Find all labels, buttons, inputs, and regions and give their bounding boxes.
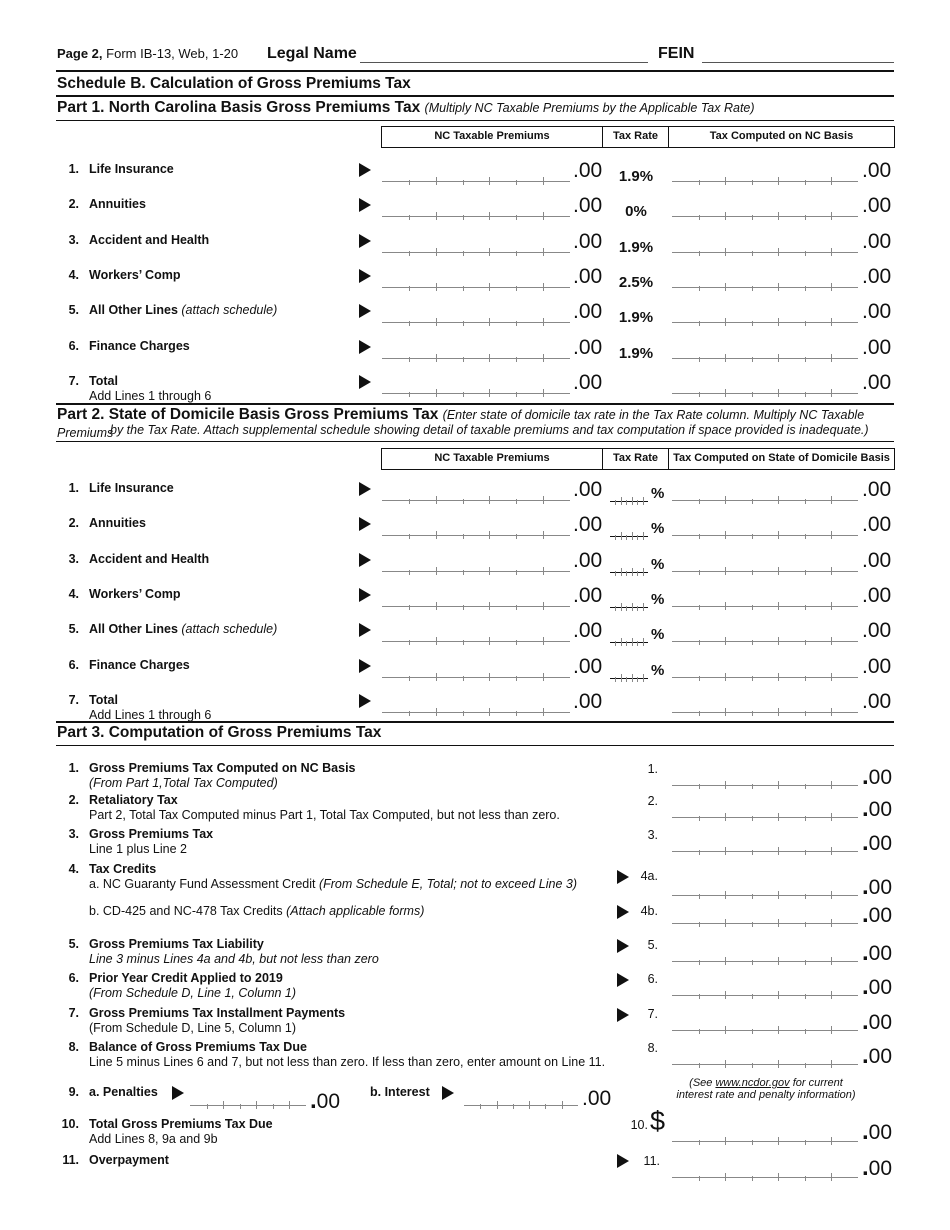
premiums-cents: .00	[573, 654, 603, 678]
line10-label: Total Gross Premiums Tax Due	[89, 1117, 273, 1131]
premiums-cents: .00	[573, 229, 603, 253]
arrow-icon	[359, 482, 371, 496]
penalties-field[interactable]	[190, 1096, 306, 1106]
premiums-field[interactable]	[382, 632, 570, 642]
arrow-icon	[359, 694, 371, 708]
divider	[56, 120, 894, 121]
line-number: 7.	[68, 1006, 79, 1020]
line-label-text: All Other Lines	[89, 303, 178, 318]
tax-rate: 2.5%	[618, 273, 654, 291]
computed-cents: .00	[862, 478, 892, 501]
computed-cents: .00	[862, 370, 892, 394]
tax-computed-field[interactable]	[672, 243, 858, 253]
line-label-text: Life Insurance	[89, 481, 174, 495]
line-sub-text: a. NC Guaranty Fund Assessment Credit	[89, 877, 316, 891]
schedule-title: Schedule B. Calculation of Gross Premiums Tax	[57, 75, 411, 92]
computed-cents: .00	[862, 300, 892, 324]
computed-cents: .00	[862, 689, 892, 713]
tax-rate: 1.9%	[618, 309, 654, 327]
premiums-cents: .00	[573, 548, 603, 572]
line-sub	[89, 842, 187, 856]
line-label-text: Annuities	[89, 516, 146, 531]
line-label: Gross Premiums Tax Installment Payments	[89, 1006, 346, 1020]
computed-cents: .00	[862, 583, 892, 607]
premiums-field[interactable]	[382, 384, 570, 394]
line-sub	[89, 1055, 605, 1069]
line-sub	[89, 808, 560, 822]
line-sub: Add Lines 1 through 6	[89, 707, 212, 722]
part2-col-premiums: NC Taxable Premiums	[381, 448, 603, 470]
legal-name-field[interactable]	[360, 62, 648, 63]
part2-title-text: Part 2. State of Domicile Basis Gross Premiums Tax	[57, 406, 439, 423]
line-number: 8.	[68, 1040, 79, 1054]
premiums-cents: .00	[573, 583, 603, 607]
divider	[56, 441, 894, 442]
arrow-icon	[359, 517, 371, 531]
line-sub: Add Lines 1 through 6	[89, 388, 212, 403]
rate-info-note	[666, 1077, 866, 1101]
computed-cents: .00	[862, 513, 892, 537]
line-label	[89, 197, 146, 211]
page-info	[57, 46, 238, 61]
tax-computed-field[interactable]	[672, 313, 858, 323]
ncdor-link[interactable]: www.ncdor.gov	[715, 1077, 790, 1089]
arrow-icon	[359, 623, 371, 637]
line-number: 6.	[68, 657, 79, 672]
part1-col-computed: Tax Computed on NC Basis	[669, 126, 895, 148]
premiums-cents: .00	[573, 370, 603, 394]
fein-field[interactable]	[702, 62, 894, 63]
arrow-icon	[617, 1154, 629, 1168]
part2-col-rate: Tax Rate	[603, 448, 669, 470]
line9b-label: b. Interest	[370, 1085, 430, 1099]
line-number: 5.	[68, 937, 79, 951]
tax-rate-field[interactable]	[610, 669, 648, 679]
divider	[56, 403, 894, 405]
legal-name-label: Legal Name	[267, 45, 357, 62]
line-number: 3.	[68, 827, 79, 841]
line-amount-field[interactable]	[672, 1021, 858, 1031]
premiums-field[interactable]	[382, 349, 570, 359]
tax-rate-field[interactable]	[610, 492, 648, 502]
line-amount-field[interactable]	[672, 776, 858, 786]
line-label-text: Total	[89, 692, 118, 707]
divider	[56, 95, 894, 97]
line-ref: 7.	[647, 1007, 658, 1021]
line-ref: 4a.	[640, 869, 658, 883]
line-label	[89, 374, 118, 388]
line-label: Gross Premiums Tax Liability	[89, 937, 264, 951]
line-sub-note: (From Schedule E, Total; not to exceed Line 3)	[318, 877, 577, 891]
tax-computed-field[interactable]	[672, 668, 858, 678]
line-label-text: Life Insurance	[89, 162, 174, 176]
interest-cents: .00	[582, 1087, 612, 1110]
premiums-field[interactable]	[382, 207, 570, 217]
line-number: 1.	[68, 162, 79, 176]
line-label	[89, 552, 209, 566]
line-label	[89, 622, 277, 636]
part2-note1: (Enter state of domicile tax rate in the Tax Rate column. Multiply NC Taxable Premiums	[57, 408, 865, 440]
part2-note2: by the Tax Rate. Attach supplemental schedule showing detail of taxable premiums and tax computation if space provided is inadequate.)	[110, 423, 869, 437]
line11-label: Overpayment	[89, 1153, 169, 1167]
line11-amount-field[interactable]	[672, 1168, 858, 1178]
line-cents: .00	[862, 1042, 893, 1069]
line-label	[89, 339, 190, 353]
premiums-field[interactable]	[382, 491, 570, 501]
line-number: 6.	[68, 338, 79, 353]
tax-rate: 1.9%	[618, 168, 654, 185]
line11-cents: .00	[862, 1154, 893, 1181]
divider	[56, 70, 894, 72]
line-label-text: All Other Lines	[89, 622, 178, 637]
interest-field[interactable]	[464, 1096, 578, 1106]
line-label	[89, 162, 174, 176]
line-number: 3.	[68, 232, 79, 247]
tax-computed-field[interactable]	[672, 491, 858, 501]
tax-rate-field[interactable]	[610, 527, 648, 537]
line-label-text: Finance Charges	[89, 338, 190, 353]
tax-computed-field[interactable]	[672, 562, 858, 572]
tax-computed-field[interactable]	[672, 278, 858, 288]
arrow-icon	[359, 375, 371, 389]
line-number: 5.	[68, 303, 79, 318]
divider	[56, 745, 894, 746]
line-sub-text: Line 3 minus Lines 4a and 4b, but not less than zero	[89, 952, 379, 966]
line-number: 4.	[68, 267, 79, 282]
line9-number: 9.	[68, 1085, 79, 1099]
tax-rate-field[interactable]	[610, 598, 648, 608]
premiums-cents: .00	[573, 300, 603, 324]
computed-cents: .00	[862, 335, 892, 359]
line-number: 4.	[68, 586, 79, 601]
line-label: Gross Premiums Tax	[89, 827, 214, 841]
percent-sign: %	[651, 520, 665, 538]
line-amount-field[interactable]	[672, 952, 858, 962]
line-label	[89, 268, 180, 282]
line-sub	[89, 952, 379, 966]
premiums-cents: .00	[573, 159, 603, 182]
line-amount-field[interactable]	[672, 842, 858, 852]
tax-computed-field[interactable]	[672, 384, 858, 394]
line-number: 2.	[68, 516, 79, 531]
line-amount-field[interactable]	[672, 886, 858, 896]
line-sub	[89, 877, 577, 891]
dollar-sign: $	[650, 1106, 666, 1136]
premiums-cents: .00	[573, 689, 603, 713]
line-number: 4.	[68, 862, 79, 876]
line-label-text: Accident and Health	[89, 551, 210, 566]
line-cents: .00	[862, 829, 893, 856]
line-sub-text: (From Part 1,Total Tax Computed)	[89, 776, 278, 790]
line-number: 2.	[68, 197, 79, 212]
premiums-cents: .00	[573, 478, 603, 501]
line-sub-text: Line 1 plus Line 2	[89, 842, 187, 856]
part1-col-rate: Tax Rate	[603, 126, 669, 148]
line-label	[89, 481, 174, 495]
line-cents: .00	[862, 763, 893, 790]
tax-computed-field[interactable]	[672, 172, 858, 182]
line-cents: .00	[862, 873, 893, 900]
part1-note: (Multiply NC Taxable Premiums by the Applicable Tax Rate)	[424, 101, 755, 115]
tax-rate-field[interactable]	[610, 563, 648, 573]
arrow-icon	[442, 1086, 454, 1100]
line-ref: 4b.	[640, 904, 658, 918]
line-amount-field[interactable]	[672, 808, 858, 818]
premiums-field[interactable]	[382, 243, 570, 253]
line10-ref: 10.	[630, 1118, 648, 1132]
tax-computed-field[interactable]	[672, 703, 858, 713]
percent-sign: %	[651, 661, 665, 679]
tax-rate-field[interactable]	[610, 633, 648, 643]
fein-label: FEIN	[658, 45, 695, 62]
arrow-icon	[359, 304, 371, 318]
line11-ref: 11.	[643, 1154, 660, 1168]
line-label: Balance of Gross Premiums Tax Due	[89, 1040, 307, 1054]
computed-cents: .00	[862, 194, 892, 218]
percent-sign: %	[651, 626, 665, 644]
line-ref: 6.	[647, 972, 658, 986]
line-label-text: Total	[89, 373, 118, 388]
penalties-cents: .00	[310, 1087, 341, 1114]
line-sub	[89, 986, 296, 1000]
line-sub-text: Part 2, Total Tax Computed minus Part 1, Total Tax Computed, but not less than zero.	[89, 808, 560, 822]
premiums-cents: .00	[573, 335, 603, 359]
line-label: Prior Year Credit Applied to 2019	[89, 971, 283, 985]
line-cents: .00	[862, 939, 893, 966]
line-label	[89, 233, 209, 247]
note-line2: interest rate and penalty information)	[676, 1089, 856, 1101]
line-label	[89, 303, 277, 317]
computed-cents: .00	[862, 264, 892, 288]
computed-cents: .00	[862, 159, 892, 182]
line10-sub: Add Lines 8, 9a and 9b	[89, 1132, 218, 1146]
line-number: 6.	[68, 971, 79, 985]
line-label: Gross Premiums Tax Computed on NC Basis	[89, 761, 356, 775]
line-label	[89, 693, 118, 707]
line-label-note: (attach schedule)	[181, 622, 278, 637]
arrow-icon	[359, 163, 371, 177]
tax-computed-field[interactable]	[672, 526, 858, 536]
percent-sign: %	[651, 590, 665, 608]
note-post: for current	[789, 1077, 843, 1089]
line-cents: .00	[862, 1008, 893, 1035]
line-label	[89, 658, 190, 672]
part3-title: Part 3. Computation of Gross Premiums Tax	[57, 724, 382, 741]
arrow-icon	[359, 234, 371, 248]
arrow-icon	[359, 588, 371, 602]
tax-rate: 0%	[625, 203, 647, 221]
line-number: 7.	[68, 692, 79, 707]
premiums-field[interactable]	[382, 526, 570, 536]
tax-computed-field[interactable]	[672, 207, 858, 217]
line-number: 1.	[68, 481, 79, 495]
divider	[56, 721, 894, 723]
premiums-field[interactable]	[382, 278, 570, 288]
line-sub-text: (From Schedule D, Line 1, Column 1)	[89, 986, 297, 1000]
line-amount-field[interactable]	[672, 1055, 858, 1065]
premiums-cents: .00	[573, 194, 603, 218]
line-sub-note: (Attach applicable forms)	[286, 904, 425, 918]
line-sub	[89, 776, 278, 790]
form-info: Form IB-13, Web, 1-20	[106, 46, 239, 61]
line-sub	[89, 1021, 296, 1035]
line9a-label: a. Penalties	[89, 1085, 158, 1099]
line-sub	[89, 904, 424, 918]
arrow-icon	[359, 340, 371, 354]
page-label: Page 2,	[57, 46, 103, 61]
arrow-icon	[359, 553, 371, 567]
line-amount-field[interactable]	[672, 986, 858, 996]
line-cents: .00	[862, 973, 893, 1000]
arrow-icon	[172, 1086, 184, 1100]
line11-number: 11.	[62, 1153, 79, 1167]
line-cents: .00	[862, 795, 893, 822]
line-sub-text: (From Schedule D, Line 5, Column 1)	[89, 1021, 297, 1035]
computed-cents: .00	[862, 654, 892, 678]
arrow-icon	[359, 198, 371, 212]
line-ref: 2.	[647, 794, 658, 808]
line-number: 1.	[68, 761, 79, 775]
line-amount-field[interactable]	[672, 914, 858, 924]
premiums-field[interactable]	[382, 313, 570, 323]
line-label-text: Accident and Health	[89, 232, 210, 247]
line-label-text: Workers’ Comp	[89, 267, 181, 282]
tax-rate: 1.9%	[618, 238, 654, 256]
line-sub-text: b. CD-425 and NC-478 Tax Credits	[89, 904, 283, 918]
tax-rate: 1.9%	[618, 344, 654, 362]
premiums-field[interactable]	[382, 703, 570, 713]
line-label: Retaliatory Tax	[89, 793, 178, 807]
part1-title-text: Part 1. North Carolina Basis Gross Premiums Tax	[57, 99, 421, 116]
part1-title	[57, 99, 755, 117]
premiums-cents: .00	[573, 619, 603, 643]
line-label-text: Annuities	[89, 197, 146, 212]
tax-computed-field[interactable]	[672, 632, 858, 642]
line-sub-text: Line 5 minus Lines 6 and 7, but not less than zero. If less than zero, enter amount on Line 11.	[89, 1055, 606, 1069]
computed-cents: .00	[862, 229, 892, 253]
line-ref: 1.	[647, 762, 658, 776]
line-label-note: (attach schedule)	[181, 303, 278, 318]
line-ref: 8.	[647, 1041, 658, 1055]
tax-computed-field[interactable]	[672, 597, 858, 607]
line-label	[89, 587, 180, 601]
line-ref: 3.	[647, 828, 658, 842]
premiums-field[interactable]	[382, 668, 570, 678]
line-ref: 5.	[647, 938, 658, 952]
line10-number: 10.	[61, 1117, 79, 1131]
line10-cents: .00	[862, 1118, 893, 1145]
computed-cents: .00	[862, 548, 892, 572]
part2-col-computed: Tax Computed on State of Domicile Basis	[669, 448, 895, 470]
note-pre: (See	[689, 1077, 716, 1089]
premiums-cents: .00	[573, 513, 603, 537]
line-number: 5.	[68, 622, 79, 637]
premiums-field[interactable]	[382, 597, 570, 607]
line-label	[89, 516, 146, 530]
arrow-icon	[359, 269, 371, 283]
premiums-field[interactable]	[382, 172, 570, 182]
line-label-text: Workers’ Comp	[89, 586, 181, 601]
part1-col-premiums: NC Taxable Premiums	[381, 126, 603, 148]
line10-amount-field[interactable]	[672, 1132, 858, 1142]
percent-sign: %	[651, 485, 665, 502]
tax-computed-field[interactable]	[672, 349, 858, 359]
arrow-icon	[359, 659, 371, 673]
premiums-field[interactable]	[382, 562, 570, 572]
line-cents: .00	[862, 901, 893, 928]
percent-sign: %	[651, 555, 665, 573]
line-number: 7.	[68, 373, 79, 388]
line-label: Tax Credits	[89, 862, 157, 876]
line-label-text: Finance Charges	[89, 657, 190, 672]
line-number: 3.	[68, 551, 79, 566]
computed-cents: .00	[862, 619, 892, 643]
premiums-cents: .00	[573, 264, 603, 288]
line-number: 2.	[68, 793, 79, 807]
